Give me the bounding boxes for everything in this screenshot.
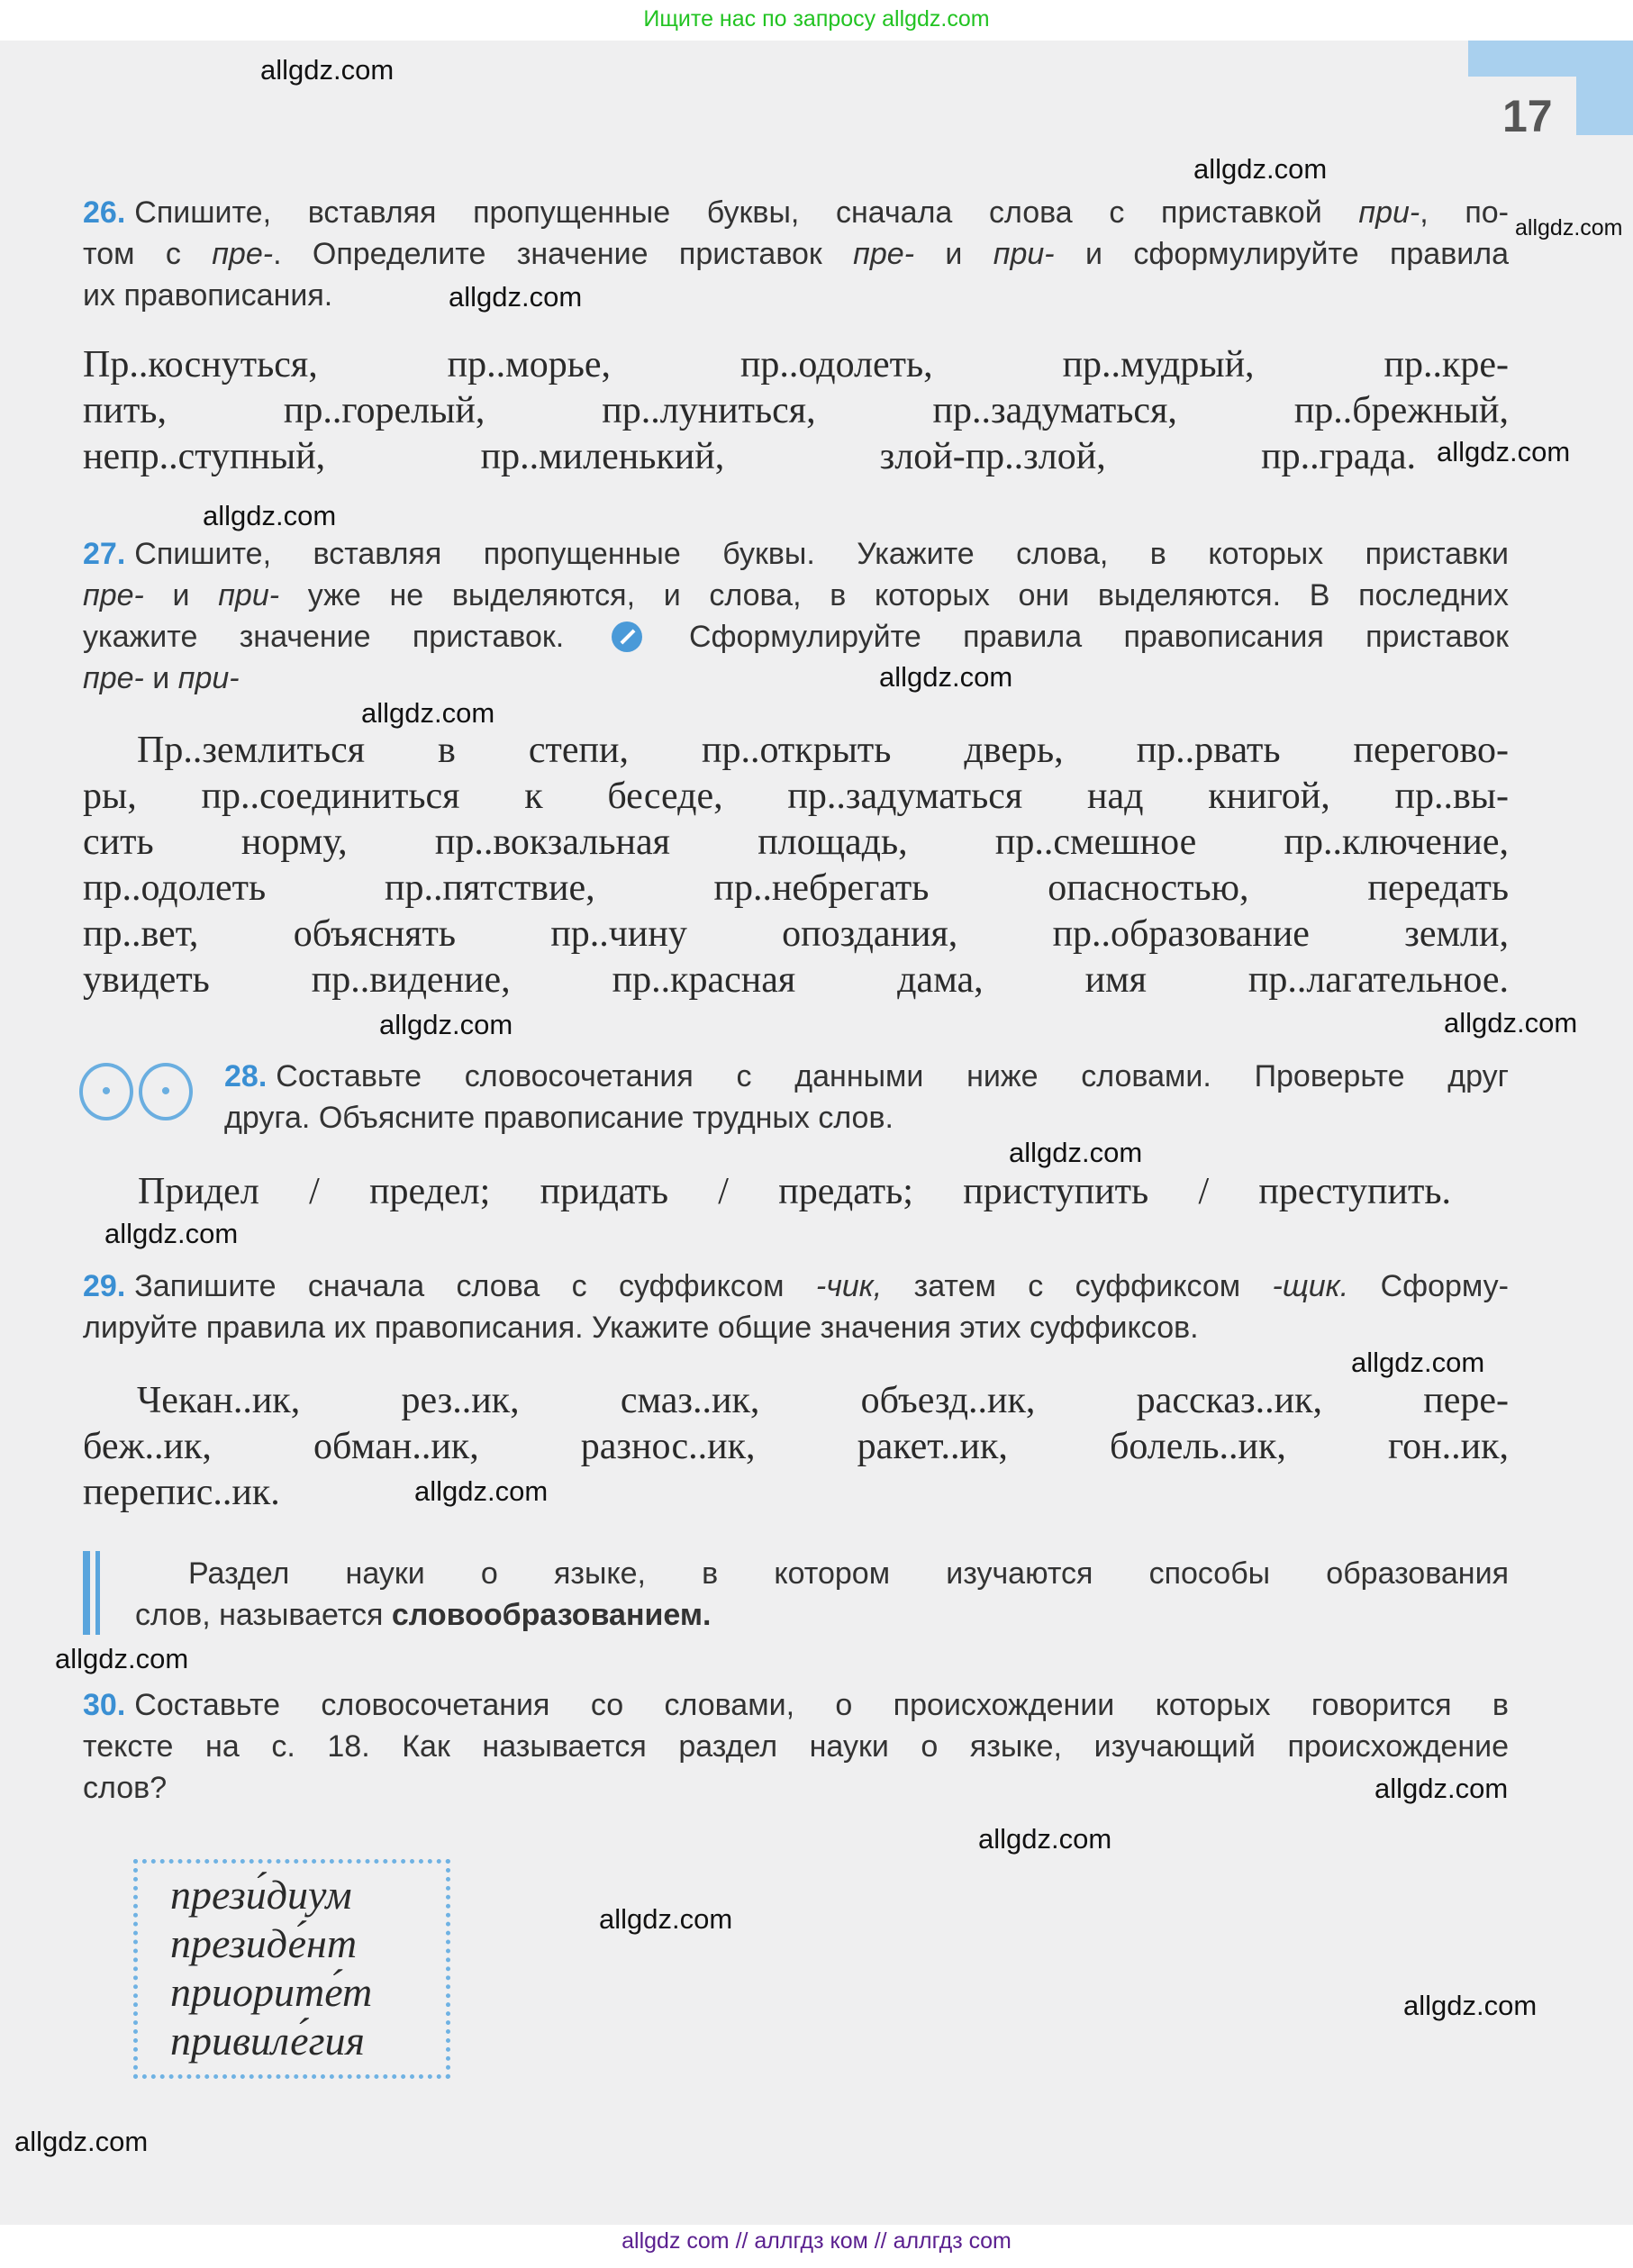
watermark: allgdz.com [1374,1773,1509,1804]
exercise-27-words [83,728,1509,1003]
text: при- [1358,195,1420,230]
text: слов? [83,1771,168,1805]
pencil-icon [612,621,642,652]
footer-links: allgdz com // аллгдз ком // аллгдз com [621,2228,1012,2254]
text: лируйте правила их правописания. Укажите общие значения этих суффиксов. [83,1311,1199,1345]
watermark: allgdz.com [414,1475,549,1507]
watermark: allgdz.com [599,1903,733,1935]
watermark: allgdz.com [879,661,1013,693]
watermark: allgdz.com [449,281,583,313]
text: и [143,578,219,612]
watermark: allgdz.com [1444,1007,1578,1039]
watermark: allgdz.com [361,697,495,729]
word-line: пр..одолеть пр..пятствие, пр..небрегать опасностью, передать [83,867,1509,909]
text: пре- [83,578,144,612]
exercise-number: 27. [83,537,126,571]
text: пре- [853,237,915,271]
exercise-29-words [83,1378,1509,1516]
word-line: ры, пр..соединиться к беседе, пр..задуматься над книгой, пр..вы- [83,776,1509,817]
watermark: allgdz.com [1009,1137,1143,1168]
dictionary-word: прези́диум [170,1872,352,1918]
rule-marker [95,1551,100,1635]
exercise-number: 28. [224,1059,268,1093]
text: их правописания. [83,278,333,313]
watermark: allgdz.com [1351,1347,1485,1378]
dictionary-words-box [133,1859,450,2079]
exercise-28-task [224,1056,1509,1139]
exercise-28-words [138,1169,1451,1215]
top-banner: Ищите нас по запросу allgdz.com [643,6,990,32]
watermark: allgdz.com [1437,436,1571,467]
text: Запишите сначала слова с суффиксом [134,1269,816,1303]
rule-box [135,1553,1509,1636]
watermark: allgdz.com [260,54,395,86]
exercise-30-task [83,1684,1509,1809]
dictionary-word: привиле́гия [170,2018,365,2064]
text: и сформулируйте правила [1054,237,1509,271]
exercise-number: 30. [83,1688,126,1722]
rule-text: . [703,1598,712,1632]
exercise-26-task [83,192,1509,316]
text: -щик. [1272,1269,1349,1303]
page-number: 17 [1502,91,1553,141]
text: тексте на с. 18. Как называется раздел науки о языке, изучающий происхождение [83,1729,1509,1764]
rule-text: Раздел науки о языке, в котором изучаются способы образования [188,1556,1509,1591]
text: пре- [83,661,144,695]
rule-marker [83,1551,90,1635]
exercise-number: 26. [83,195,126,230]
watermark: allgdz.com [104,1218,239,1249]
pair-work-icon [79,1063,205,1124]
word-line: пить, пр..горелый, пр..луниться, пр..задуматься, пр..брежный, [83,390,1509,431]
text: и [914,237,993,271]
face-icon: • [139,1063,193,1120]
word-line: Чекан..ик, рез..ик, смаз..ик, объезд..ик, рассказ..ик, пере- [137,1380,1509,1421]
text: Сформулируйте правила правописания приставок [688,620,1510,654]
text: Составьте словосочетания с данными ниже словами. Проверьте друг [276,1059,1509,1093]
exercise-29-task [83,1266,1509,1348]
word-line: Пр..коснуться, пр..морье, пр..одолеть, пр..мудрый, пр..кре- [83,344,1509,386]
text: Спишите, вставляя пропущенные буквы. Укажите слова, в которых приставки [134,537,1509,571]
word-line: Придел / предел; придать / предать; приступить / преступить. [138,1171,1451,1212]
text: и [143,661,178,695]
word-line: сить норму, пр..вокзальная площадь, пр..смешное пр..ключение, [83,821,1509,863]
dictionary-word: президе́нт [170,1920,358,1966]
text: Составьте словосочетания со словами, о происхождении которых говорится в [134,1688,1509,1722]
watermark: allgdz.com [1515,215,1623,240]
text: при- [218,578,280,612]
text: . Определите значение приставок [273,237,854,271]
exercise-number: 29. [83,1269,126,1303]
exercise-27-task [83,533,1509,699]
rule-text: слов, называется [135,1598,392,1632]
watermark: allgdz.com [14,2126,149,2157]
face-icon: • [79,1063,133,1120]
text: уже не выделяются, и слова, в которых они выделяются. В последних [279,578,1509,612]
text: , по- [1420,195,1509,230]
text: -чик, [815,1269,883,1303]
text: пре- [212,237,274,271]
word-line: Пр..землиться в степи, пр..открыть дверь, пр..рвать перегово- [137,730,1509,771]
watermark: allgdz.com [978,1823,1112,1855]
watermark: allgdz.com [1403,1990,1538,2021]
text: том с [83,237,213,271]
text: Спишите, вставляя пропущенные буквы, сначала слова с приставкой [134,195,1359,230]
exercise-26-words [83,342,1509,480]
word-line: увидеть пр..видение, пр..красная дама, имя пр..лагательное. [83,959,1509,1001]
word-line: беж..ик, обман..ик, разнос..ик, ракет..ик, болель..ик, гон..ик, [83,1426,1509,1467]
text: при- [177,661,240,695]
text: при- [993,237,1055,271]
text: Сформу- [1348,1269,1509,1303]
word-line: непр..ступный, пр..миленький, злой-пр..злой, пр..града. [83,436,1416,477]
word-line: перепис..ик. [83,1472,280,1513]
text: укажите значение приставок. [83,620,565,654]
watermark: allgdz.com [55,1643,189,1674]
rule-term: словообразованием [391,1598,703,1632]
watermark: allgdz.com [203,500,337,531]
text: затем с суффиксом [882,1269,1273,1303]
watermark: allgdz.com [1193,153,1328,185]
word-line: пр..вет, объяснять пр..чину опоздания, пр..образование земли, [83,913,1509,955]
text: друга. Объясните правописание трудных слов. [224,1101,894,1135]
watermark: allgdz.com [379,1009,513,1040]
dictionary-word: приорите́т [170,1969,373,2015]
